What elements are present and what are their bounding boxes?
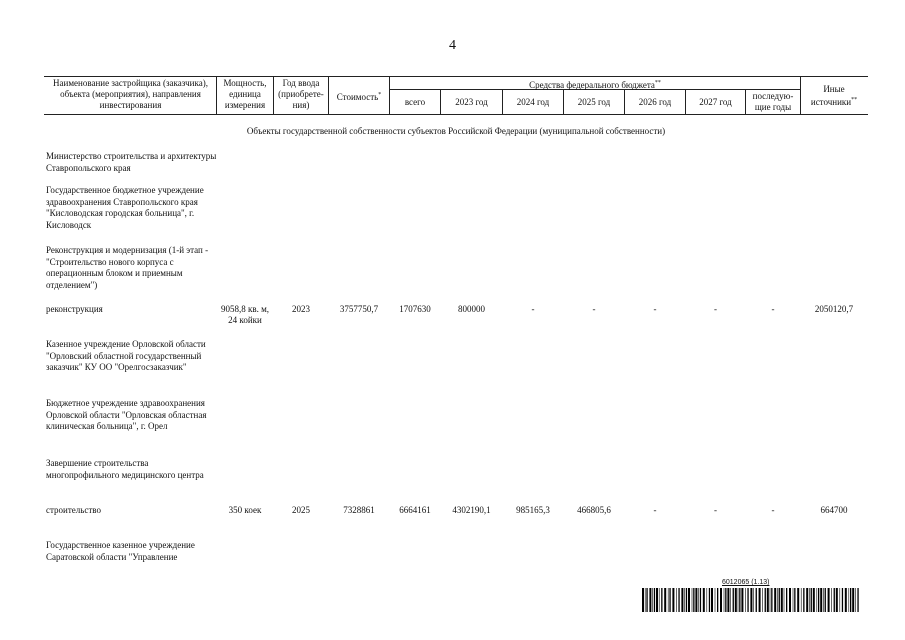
row-name: строительство: [46, 505, 101, 515]
block-orel-hospital: Бюджетное учреждение здравоохранения Орловской области "Орловская областная клиническая больница", г. Орел: [46, 398, 207, 431]
row-year: 2025: [292, 505, 310, 515]
col-sep: [216, 76, 217, 114]
row-2025: -: [592, 304, 596, 314]
row-2023: 4302190,1: [452, 505, 491, 515]
header-2027: 2027 год: [699, 97, 732, 107]
block-hospital-kislovodsk: Государственное бюджетное учреждение здравоохранения Ставропольского края "Кисловодская городская больница", г. Кисловодск: [46, 185, 204, 230]
row-name: реконструкция: [46, 304, 103, 314]
row-other: 664700: [820, 505, 848, 515]
barcode-label: 6012065 (1.13): [722, 579, 770, 586]
row-total: 6664161: [399, 505, 431, 515]
row-capacity: 350 коек: [228, 505, 262, 515]
row-cost: 7328861: [343, 505, 375, 515]
header-bottom-border: [44, 114, 868, 115]
row-2026: -: [653, 304, 657, 314]
row-2027: -: [714, 304, 717, 314]
row-2024: -: [531, 304, 535, 314]
row-year: 2023: [292, 304, 310, 314]
block-reconstruction: Реконструкция и модернизация (1-й этап - "Строительство нового корпуса с операционным блоком и приемным отделением"): [46, 245, 209, 290]
col-sep: [800, 76, 801, 114]
block-orel-customer: Казенное учреждение Орловской области "Орловский областной государственный заказчик" КУ ОО "Орелгосзаказчик": [46, 339, 206, 372]
header-2024: 2024 год: [516, 97, 550, 107]
header-other: Иные источники**: [810, 84, 858, 107]
block-medical-center: Завершение строительства многопрофильного медицинского центра: [46, 458, 204, 480]
header-federal: Средства федерального бюджета**: [529, 80, 661, 90]
block-saratov: Государственное казенное учреждение Саратовской области "Управление: [46, 540, 195, 562]
row-2027: -: [714, 505, 717, 515]
row-capacity: 9058,8 кв. м, 24 койки: [220, 304, 270, 325]
row-cost: 3757750,7: [339, 304, 379, 314]
row-2024: 985165,3: [516, 505, 550, 515]
header-name: Наименование застройщика (заказчика), объекта (мероприятия), направления инвестирования: [53, 78, 208, 110]
header-cost: Стоимость*: [336, 92, 382, 102]
row-later: -: [771, 304, 775, 314]
row-later: -: [771, 505, 775, 515]
col-sep: [273, 76, 274, 114]
header-2023: 2023 год: [455, 97, 488, 107]
row-other: 2050120,7: [814, 304, 854, 314]
header-total: всего: [404, 97, 426, 107]
block-ministry-stavropol: Министерство строительства и архитектуры Ставропольского края: [46, 151, 217, 173]
header-later: последую-щие годы: [752, 91, 794, 112]
col-sep: [328, 76, 329, 114]
header-2026: 2026 год: [638, 97, 672, 107]
header-2025: 2025 год: [577, 97, 611, 107]
header-year: Год ввода (приобрете-ния): [278, 78, 324, 110]
row-2023: 800000: [458, 304, 485, 314]
barcode-image: [642, 588, 860, 612]
section-title: Объекты государственной собственности субъектов Российской Федерации (муниципальной собственности): [246, 126, 666, 136]
row-total: 1707630: [399, 304, 431, 314]
header-top-border: [44, 76, 868, 77]
header-capacity: Мощность, единица измерения: [223, 78, 267, 110]
row-2026: -: [653, 505, 657, 515]
page-number: 4: [449, 38, 456, 53]
row-2025: 466805,6: [577, 505, 611, 515]
